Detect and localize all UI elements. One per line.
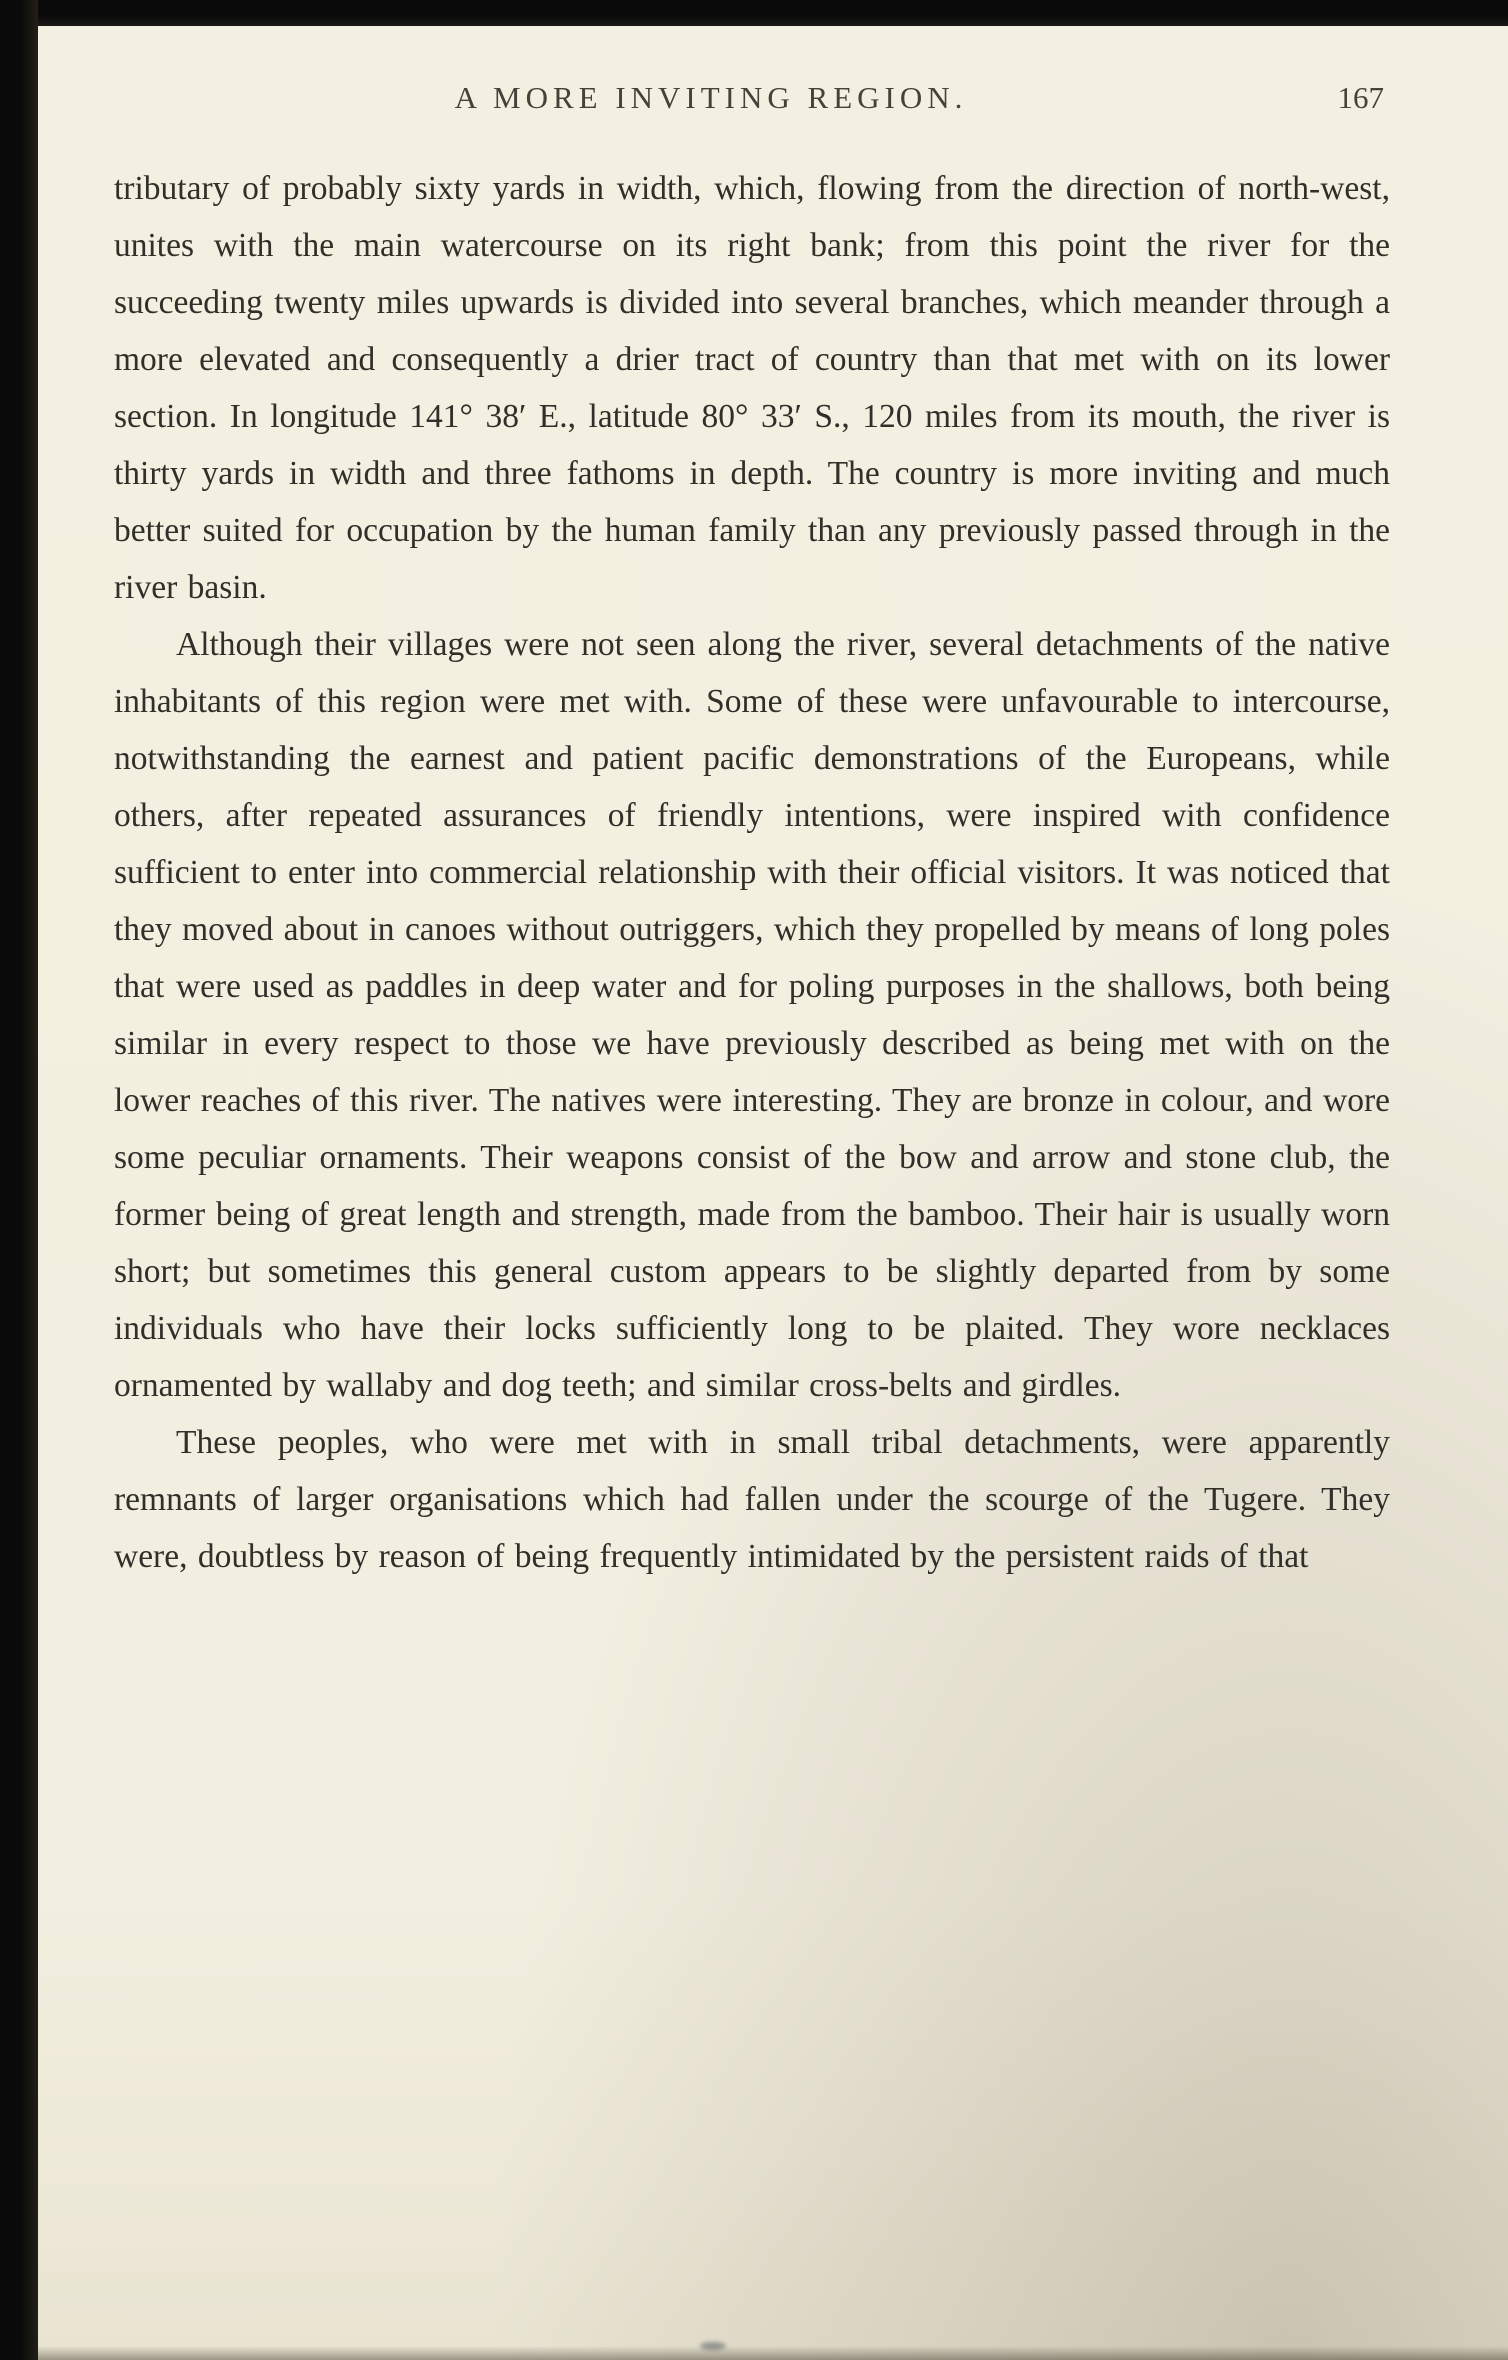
scan-edge-left bbox=[0, 0, 38, 2360]
scan-edge-top bbox=[0, 0, 1508, 26]
book-page bbox=[34, 22, 1508, 2360]
running-header bbox=[114, 80, 1390, 124]
paragraph: These peoples, who were met with in small tribal detachments, were apparently remnants of larger organisations which had fallen under the scourge of the Tugere. They were, doubtless by reason of being frequently intimidated by the persistent raids of that bbox=[114, 1424, 1390, 1575]
body-text bbox=[114, 160, 1390, 1585]
page-number: 167 bbox=[1337, 80, 1384, 115]
running-header-title: A MORE INVITING REGION. bbox=[454, 80, 968, 115]
paragraph: tributary of probably sixty yards in width, which, flowing from the direction of north-west, unites with the main watercourse on its right bank; from this point the river for the succeeding twenty miles upwards is divided into several branches, which meander through a more elevated and consequently a drier tract of country than that met with on its lower section. In longitude 141° 38′ E., latitude 80° 33′ S., 120 miles from its mouth, the river is thirty yards in width and three fathoms in depth. The country is more inviting and much better suited for occupation by the human family than any previously passed through in the river basin. bbox=[114, 170, 1390, 606]
paragraph: Although their villages were not seen along the river, several detachments of the native inhabitants of this region were met with. Some of these were unfavourable to intercourse, notwithstanding the earnest and patient pacific demonstrations of the Europeans, while others, after repeated assurances of friendly intentions, were inspired with confidence sufficient to enter into commercial relationship with their official visitors. It was noticed that they moved about in canoes without outriggers, which they propelled by means of long poles that were used as paddles in deep water and for poling purposes in the shallows, both being similar in every respect to those we have previously described as being met with on the lower reaches of this river. The natives were interesting. They are bronze in colour, and wore some peculiar ornaments. Their weapons consist of the bow and arrow and stone club, the former being of great length and strength, made from the bamboo. Their hair is usually worn short; but sometimes this general custom appears to be slightly departed from by some individuals who have their locks sufficiently long to be plaited. They wore necklaces ornamented by wallaby and dog teeth; and similar cross-belts and girdles. bbox=[114, 626, 1390, 1404]
scan-smudge bbox=[700, 2342, 726, 2350]
page-content bbox=[114, 22, 1390, 1585]
